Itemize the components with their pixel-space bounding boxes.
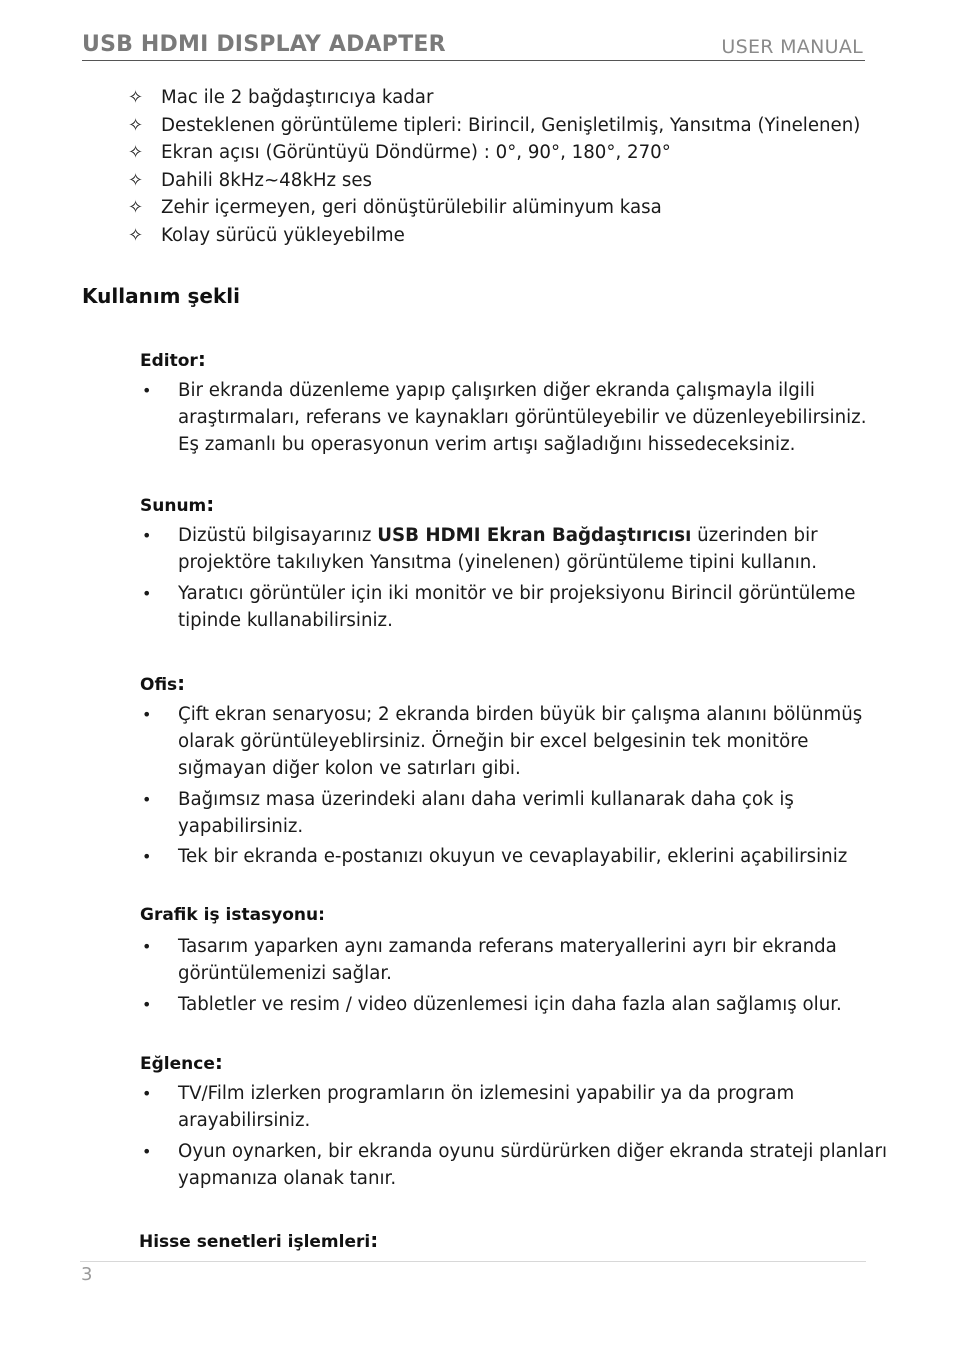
four-point-star-icon: ✧ — [128, 169, 144, 191]
subsection-title: Hisse senetleri işlemleri: — [139, 1228, 379, 1252]
bullet-icon: • — [142, 937, 152, 956]
list-item: • Yaratıcı görüntüler için iki monitör ve bir projeksiyonu Birincil görüntüleme tipinde kullanabilirsiniz. — [140, 580, 890, 634]
bullet-icon: • — [142, 847, 152, 866]
subsection-title: Sunum: — [140, 492, 215, 516]
bullet-list — [140, 701, 890, 870]
subsection-title: Ofis: — [140, 671, 186, 695]
ofis-section — [140, 671, 890, 874]
list-item: • Bir ekranda düzenleme yapıp çalışırken diğer ekranda çalışmayla ilgili araştırmaları, referans ve kaynakları görüntüleyebilir ve düzenleyebilirsiniz. Eş zamanlı bu operasyonun verim artışı sağladığını hissedeceksiniz. — [140, 377, 890, 458]
four-point-star-icon: ✧ — [128, 224, 144, 246]
list-item: • TV/Film izlerken programların ön izlemesini yapabilir ya da program arayabilirsiniz. — [140, 1080, 890, 1134]
list-item: • Tek bir ekranda e-postanızı okuyun ve cevaplayabilir, eklerini açabilirsiniz — [140, 843, 890, 870]
hisse-section — [139, 1228, 889, 1252]
page-header — [82, 32, 865, 61]
page-number: 3 — [81, 1264, 93, 1285]
bullet-list — [140, 377, 890, 458]
feature-item: ✧ Dahili 8kHz~48kHz ses — [128, 169, 373, 191]
feature-item: ✧ Ekran açısı (Görüntüyü Döndürme) : 0°, 90°, 180°, 270° — [128, 142, 671, 163]
feature-item: ✧ Kolay sürücü yükleyebilme — [128, 224, 405, 246]
bullet-icon: • — [142, 994, 152, 1014]
list-item: • Çift ekran senaryosu; 2 ekranda birden büyük bir çalışma alanını bölünmüş olarak görüntüleyeblirsiniz. Örneğin bir excel belgesinin tek monitöre sığmayan diğer kolon ve satırları gibi. — [140, 701, 890, 782]
bullet-icon: • — [142, 526, 152, 545]
feature-item: ✧ Zehir içermeyen, geri dönüştürülebilir alüminyum kasa — [128, 197, 662, 218]
four-point-star-icon: ✧ — [128, 87, 144, 108]
feature-item: ✧ Mac ile 2 bağdaştırıcıya kadar — [128, 87, 434, 108]
section-title: Kullanım şekli — [82, 284, 240, 308]
four-point-star-icon: ✧ — [128, 142, 144, 163]
product-name: USB HDMI Ekran Bağdaştırıcısı — [377, 525, 692, 546]
feature-list — [128, 86, 888, 251]
eglence-section — [140, 1050, 890, 1195]
list-item: • Oyun oynarken, bir ekranda oyunu sürdürürken diğer ekranda strateji planları yapmanıza olanak tanır. — [140, 1138, 890, 1192]
footer-divider — [80, 1261, 866, 1262]
list-item: • Bağımsız masa üzerindeki alanı daha verimli kullanarak daha çok iş yapabilirsiniz. — [140, 786, 890, 840]
bullet-icon: • — [142, 705, 152, 724]
header-subtitle: USER MANUAL — [721, 36, 863, 58]
subsection-title: Grafik iş istasyonu: — [140, 905, 325, 925]
sunum-section — [140, 492, 890, 637]
bullet-icon: • — [142, 381, 152, 400]
bullet-icon: • — [142, 583, 152, 603]
feature-item: ✧ Desteklenen görüntüleme tipleri: Birincil, Genişletilmiş, Yansıtma (Yinelenen) — [128, 114, 861, 136]
grafik-section — [140, 903, 890, 1021]
four-point-star-icon: ✧ — [128, 114, 144, 136]
list-item: • Tasarım yaparken aynı zamanda referans materyallerini ayrı bir ekranda görüntülemenizi sağlar. — [140, 933, 890, 987]
subsection-title: Editor: — [140, 347, 206, 371]
bullet-list — [140, 1080, 890, 1192]
bullet-icon: • — [142, 789, 152, 809]
bullet-icon: • — [142, 1141, 152, 1161]
four-point-star-icon: ✧ — [128, 197, 144, 218]
editor-section — [140, 347, 890, 462]
bullet-list — [140, 933, 890, 1018]
bullet-list — [140, 522, 890, 634]
list-item: • Tabletler ve resim / video düzenlemesi için daha fazla alan sağlamış olur. — [140, 991, 890, 1018]
bullet-icon: • — [142, 1084, 152, 1103]
list-item: • Dizüstü bilgisayarınız USB HDMI Ekran Bağdaştırıcısı üzerinden bir projektöre takılıyken Yansıtma (yinelenen) görüntüleme tipini kullanın. — [140, 522, 890, 576]
header-title: USB HDMI DISPLAY ADAPTER — [82, 32, 446, 57]
subsection-title: Eğlence: — [140, 1050, 223, 1074]
